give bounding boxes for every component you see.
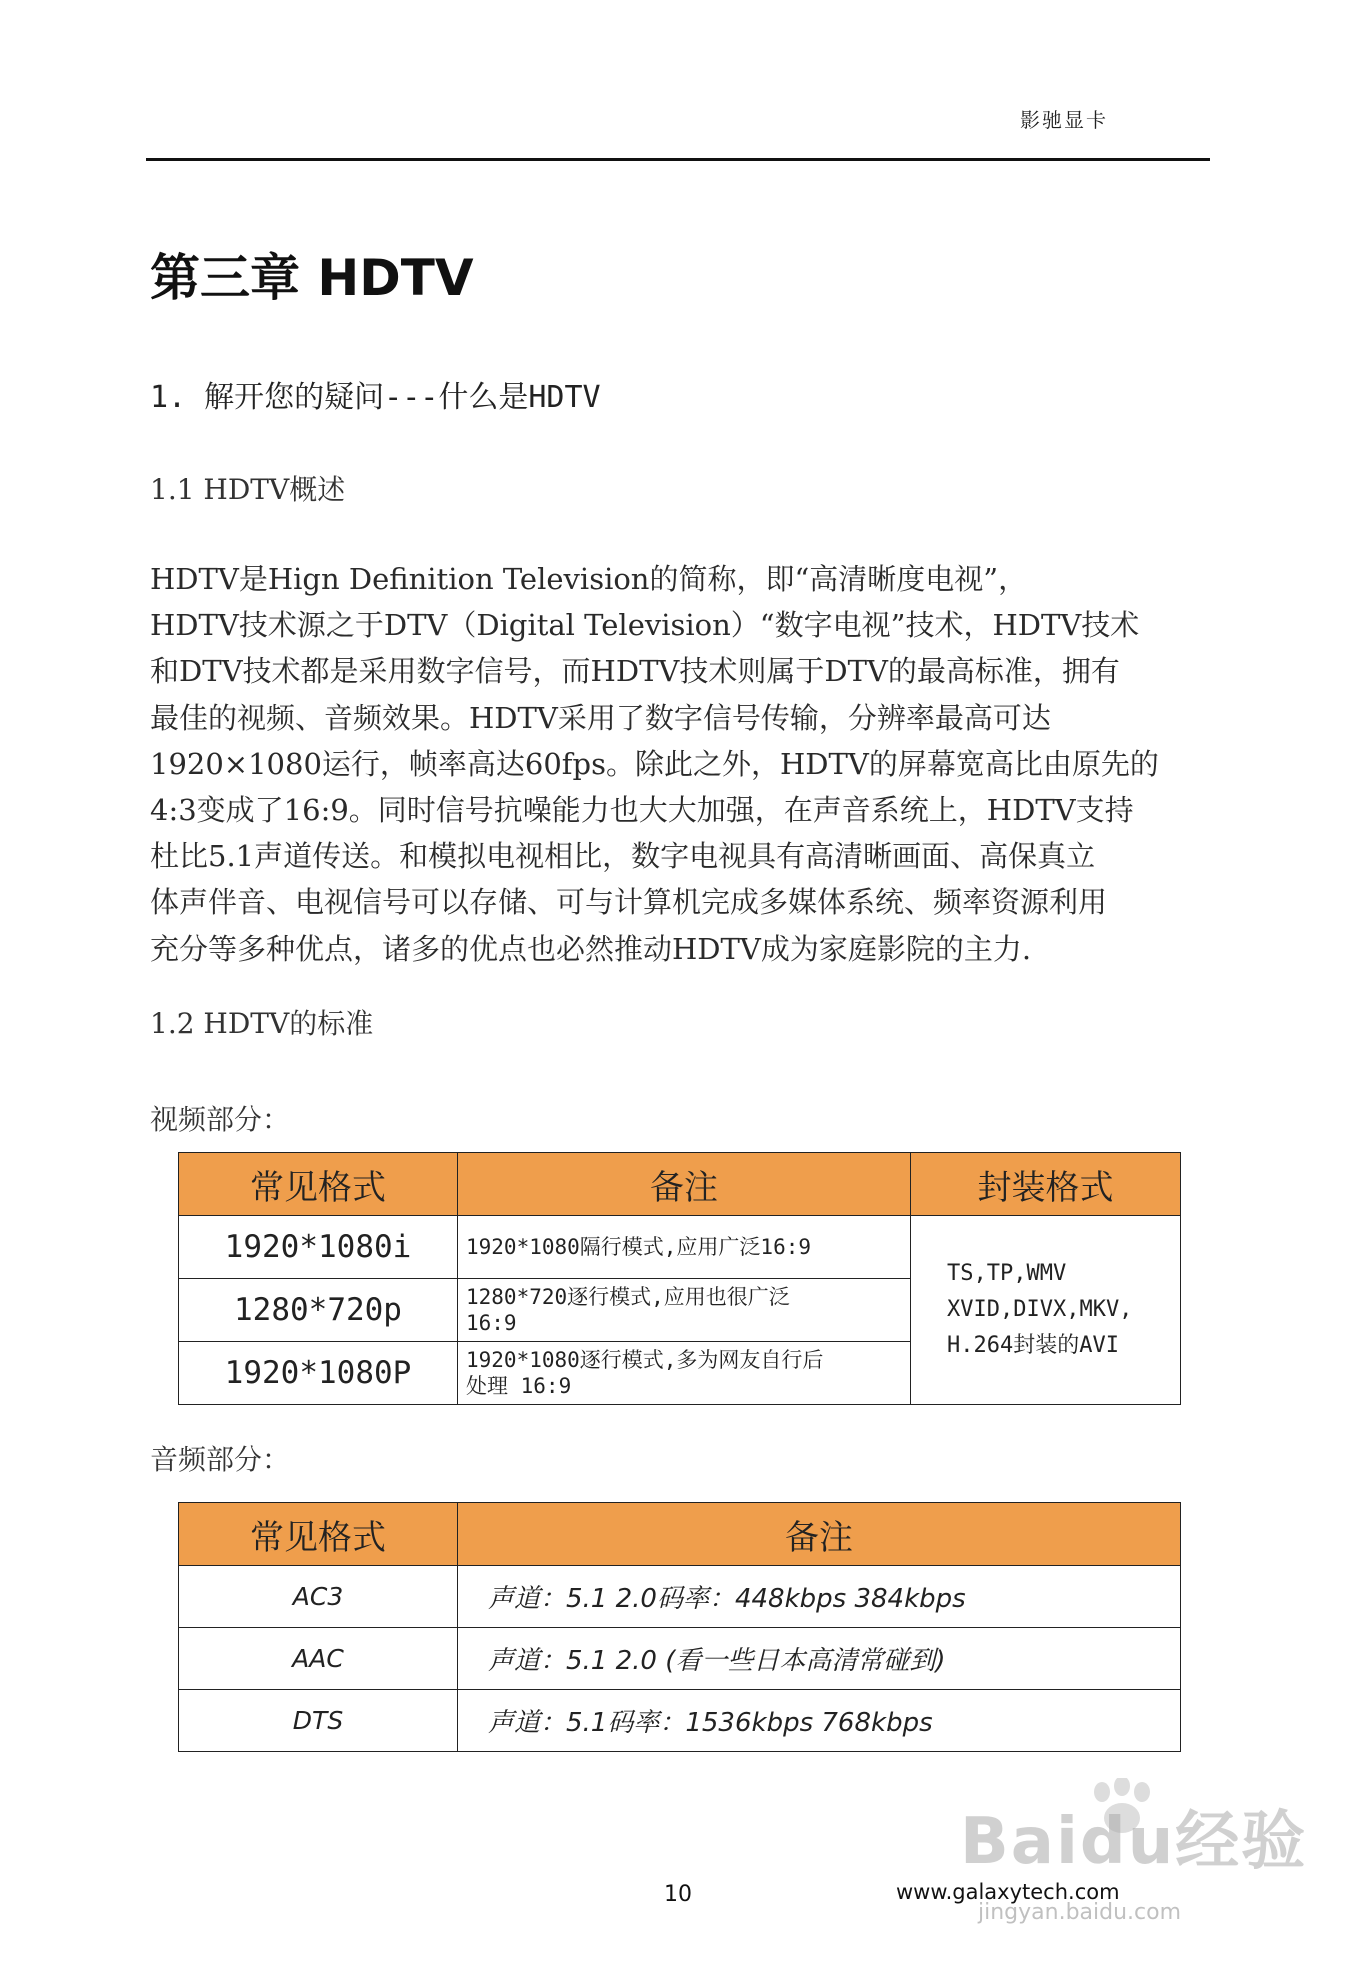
overview-paragraph	[150, 556, 1220, 972]
paragraph-line: 和DTV技术都是采用数字信号，而HDTV技术则属于DTV的最高标准，拥有	[150, 654, 1120, 689]
chapter-title: 第三章 HDTV	[150, 249, 474, 307]
header-cell-format: 常见格式	[179, 1503, 458, 1566]
table-row	[179, 1628, 1181, 1690]
note-line: 1920*1080隔行模式,应用广泛16:9	[466, 1235, 812, 1259]
paragraph-line: HDTV是Hign Definition Television的简称，即“高清晰度电视”，	[150, 562, 1028, 596]
note-cell	[458, 1216, 911, 1279]
table-row	[179, 1566, 1181, 1628]
format-cell: 1920*1080P	[179, 1342, 458, 1405]
paragraph-line: 1920×1080运行，帧率高达60fps。除此之外，HDTV的屏幕宽高比由原先的	[150, 746, 1159, 781]
note-line: 1920*1080逐行模式,多为网友自行后	[466, 1348, 824, 1372]
note-cell: 声道：5.1 2.0 (看一些日本高清常碰到)	[458, 1628, 1181, 1690]
video-format-table	[178, 1152, 1181, 1405]
header-brand: 影驰显卡	[1020, 108, 1108, 132]
paragraph-line: 充分等多种优点，诸多的优点也必然推动HDTV成为家庭影院的主力.	[150, 931, 1032, 966]
note-cell: 声道：5.1码率：1536kbps 768kbps	[458, 1690, 1181, 1752]
paragraph-line: HDTV技术源之于DTV（Digital Television）“数字电视”技术，HDTV技术	[150, 608, 1140, 643]
format-cell: AAC	[179, 1628, 458, 1690]
page-number: 10	[664, 1882, 692, 1907]
format-cell: AC3	[179, 1566, 458, 1628]
packaging-cell	[911, 1216, 1181, 1405]
watermark-logo: Baidu经验	[960, 1805, 1308, 1879]
paragraph-line: 体声伴音、电视信号可以存储、可与计算机完成多媒体系统、频率资源利用	[150, 885, 1108, 920]
note-cell	[458, 1342, 911, 1405]
header-cell-note: 备注	[458, 1153, 911, 1216]
header-cell-note: 备注	[458, 1503, 1181, 1566]
table-header-row	[179, 1153, 1181, 1216]
table-header-row	[179, 1503, 1181, 1566]
packaging-line: H.264封装的AVI	[947, 1333, 1119, 1358]
paragraph-line: 最佳的视频、音频效果。HDTV采用了数字信号传输，分辨率最高可达	[150, 700, 1051, 735]
video-section-label: 视频部分：	[150, 1103, 291, 1136]
note-line: 1280*720逐行模式,应用也很广泛	[466, 1285, 790, 1309]
note-line: 16:9	[466, 1311, 517, 1335]
note-cell: 声道：5.1 2.0码率：448kbps 384kbps	[458, 1566, 1181, 1628]
paragraph-line: 4:3变成了16:9。同时信号抗噪能力也大大加强，在声音系统上，HDTV支持	[150, 793, 1134, 828]
table-row	[179, 1690, 1181, 1752]
format-cell: DTS	[179, 1690, 458, 1752]
packaging-line: TS,TP,WMV	[947, 1261, 1067, 1286]
paragraph-line: 杜比5.1声道传送。和模拟电视相比，数字电视具有高清晰画面、高保真立	[150, 839, 1096, 874]
note-cell	[458, 1279, 911, 1342]
footer-website: www.galaxytech.com	[896, 1880, 1120, 1904]
format-cell: 1920*1080i	[179, 1216, 458, 1279]
format-cell: 1280*720p	[179, 1279, 458, 1342]
subsection-title-overview: 1.1 HDTV概述	[150, 473, 346, 506]
audio-section-label: 音频部分：	[150, 1443, 291, 1476]
watermark-url: jingyan.baidu.com	[978, 1900, 1182, 1925]
section-title: 1. 解开您的疑问---什么是HDTV	[150, 380, 601, 415]
table-row	[179, 1216, 1181, 1279]
header-cell-format: 常见格式	[179, 1153, 458, 1216]
audio-format-table	[178, 1502, 1181, 1752]
header-cell-packaging: 封装格式	[911, 1153, 1181, 1216]
subsection-title-standards: 1.2 HDTV的标准	[150, 1007, 374, 1040]
packaging-line: XVID,DIVX,MKV,	[947, 1297, 1133, 1322]
note-line: 处理 16:9	[466, 1374, 572, 1398]
header-rule	[146, 158, 1210, 161]
